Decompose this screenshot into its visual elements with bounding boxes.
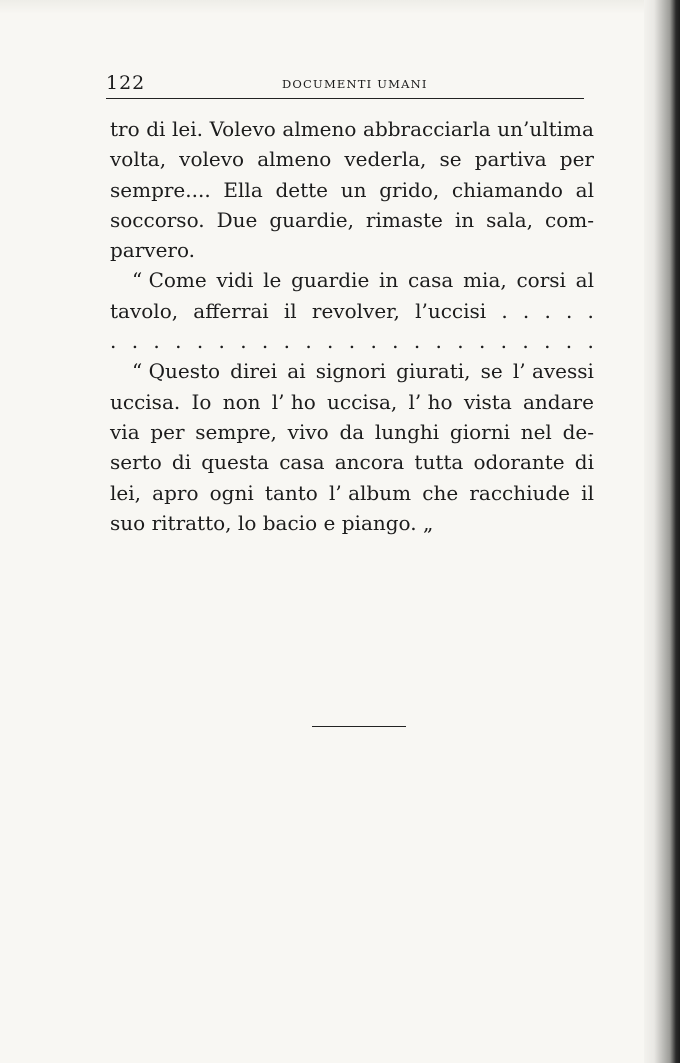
word: . bbox=[370, 329, 377, 354]
word: nel bbox=[520, 419, 552, 444]
word: ai bbox=[287, 359, 306, 384]
word: . bbox=[522, 298, 530, 323]
word: serto bbox=[110, 450, 162, 475]
word: . bbox=[218, 329, 225, 354]
word: l’ ho bbox=[408, 389, 453, 414]
text-line bbox=[110, 296, 594, 326]
word: . bbox=[500, 329, 508, 354]
word: . bbox=[478, 329, 486, 354]
word: . bbox=[175, 329, 182, 354]
word: Io bbox=[191, 389, 212, 414]
word: . bbox=[566, 298, 573, 323]
word: tro bbox=[110, 117, 140, 141]
word: . bbox=[544, 298, 551, 323]
word: Volevo bbox=[209, 117, 276, 141]
word: mia, bbox=[463, 268, 507, 293]
word: non bbox=[222, 389, 261, 414]
word: per bbox=[150, 419, 185, 444]
word: tanto bbox=[264, 480, 318, 505]
text-line bbox=[110, 326, 594, 356]
word: l’ album bbox=[329, 480, 412, 505]
word: di bbox=[171, 450, 192, 475]
word: il bbox=[283, 298, 297, 323]
word: com- bbox=[545, 207, 594, 232]
word: casa bbox=[408, 268, 454, 293]
text-line bbox=[110, 417, 594, 447]
word: . bbox=[544, 329, 551, 354]
word: giurati, bbox=[396, 359, 471, 384]
word: . bbox=[522, 329, 529, 354]
word: . bbox=[110, 329, 117, 354]
word: afferrai bbox=[193, 298, 269, 323]
word: grido, bbox=[379, 177, 440, 202]
word: . bbox=[413, 329, 421, 354]
word: lo bbox=[237, 510, 257, 535]
word: parvero. bbox=[110, 238, 196, 263]
word: signori bbox=[315, 359, 387, 384]
word: chiamando bbox=[451, 177, 563, 202]
word: il bbox=[581, 480, 594, 505]
word: casa bbox=[279, 450, 325, 475]
word: via bbox=[110, 419, 140, 444]
word: al bbox=[575, 177, 594, 202]
word: piango. „ bbox=[341, 510, 434, 535]
header-rule bbox=[106, 98, 584, 99]
word: da bbox=[339, 419, 365, 444]
word: . bbox=[587, 298, 594, 323]
word: che bbox=[422, 480, 459, 505]
word: un bbox=[340, 177, 367, 202]
word: lei, bbox=[110, 480, 141, 505]
word: almeno bbox=[257, 147, 332, 172]
body-text bbox=[110, 114, 594, 538]
word: guardie bbox=[291, 268, 370, 293]
word: di bbox=[574, 450, 594, 475]
word: sempre.... bbox=[110, 177, 211, 202]
word: Due bbox=[216, 207, 258, 232]
word: . bbox=[196, 329, 204, 354]
word: corsi bbox=[516, 268, 566, 293]
word: apro bbox=[152, 480, 199, 505]
word: racchiude bbox=[469, 480, 571, 505]
word: . bbox=[565, 329, 573, 354]
word: giorni bbox=[449, 419, 510, 444]
word: “ Come bbox=[132, 268, 207, 293]
word: l’ ho bbox=[271, 389, 316, 414]
word: guardie, bbox=[269, 207, 354, 232]
word: direi bbox=[230, 359, 278, 384]
text-line bbox=[110, 144, 594, 174]
word: partiva bbox=[474, 147, 547, 172]
text-line bbox=[110, 265, 594, 295]
word: al bbox=[575, 268, 594, 293]
word: . bbox=[392, 329, 399, 354]
word: rimaste bbox=[365, 207, 443, 232]
word: e bbox=[323, 510, 336, 535]
word: volevo bbox=[179, 147, 245, 172]
word: l’ avessi bbox=[512, 359, 594, 384]
page-header bbox=[106, 72, 584, 98]
word: uccisa, bbox=[327, 389, 398, 414]
word: soccorso. bbox=[110, 207, 205, 232]
word: in bbox=[379, 268, 399, 293]
word: di bbox=[146, 117, 166, 141]
word: tavolo, bbox=[110, 298, 179, 323]
text-line bbox=[110, 235, 594, 265]
text-line bbox=[110, 478, 594, 508]
word: . bbox=[501, 298, 508, 323]
word: se bbox=[480, 359, 503, 384]
word: sala, bbox=[486, 207, 534, 232]
word: almeno bbox=[282, 117, 357, 141]
word: . bbox=[587, 329, 594, 354]
word: lunghi bbox=[374, 419, 440, 444]
word: dette bbox=[275, 177, 329, 202]
word: . bbox=[131, 329, 139, 354]
word: . bbox=[327, 329, 334, 354]
word: questa bbox=[201, 450, 270, 475]
closing-rule bbox=[312, 726, 406, 727]
word: in bbox=[454, 207, 475, 232]
word: . bbox=[153, 329, 160, 354]
word: vivo bbox=[287, 419, 329, 444]
text-line bbox=[110, 387, 594, 417]
word: uccisa. bbox=[110, 389, 181, 414]
text-line bbox=[110, 447, 594, 477]
word: . bbox=[283, 329, 290, 354]
word: vidi bbox=[216, 268, 254, 293]
word: un’ultima bbox=[497, 117, 594, 141]
word: tutta bbox=[414, 450, 464, 475]
word: revolver, bbox=[311, 298, 400, 323]
word: vederla, bbox=[344, 147, 427, 172]
word: “ Questo bbox=[132, 359, 221, 384]
word: se bbox=[439, 147, 462, 172]
text-line bbox=[110, 205, 594, 235]
word: per bbox=[559, 147, 594, 172]
book-spine-shadow bbox=[644, 0, 680, 1063]
word: de- bbox=[562, 419, 594, 444]
word: ogni bbox=[209, 480, 254, 505]
word: . bbox=[261, 329, 269, 354]
word: Ella bbox=[223, 177, 263, 202]
running-title: DOCUMENTI UMANI bbox=[282, 77, 428, 91]
word: . bbox=[435, 329, 442, 354]
word: . bbox=[305, 329, 312, 354]
word: vista bbox=[463, 389, 512, 414]
text-line bbox=[110, 508, 594, 538]
word: ancora bbox=[334, 450, 405, 475]
word: suo bbox=[110, 510, 146, 535]
word: odorante bbox=[473, 450, 565, 475]
word: ritratto, bbox=[151, 510, 232, 535]
word: volta, bbox=[110, 147, 167, 172]
page-number: 122 bbox=[106, 72, 146, 94]
word: abbracciarla bbox=[363, 117, 491, 141]
word: sempre, bbox=[195, 419, 277, 444]
text-line bbox=[110, 114, 594, 144]
word: . bbox=[457, 329, 464, 354]
word: le bbox=[263, 268, 282, 293]
word: . bbox=[240, 329, 247, 354]
word: lei. bbox=[172, 117, 203, 141]
text-line bbox=[110, 356, 594, 386]
word: . bbox=[348, 329, 356, 354]
text-line bbox=[110, 175, 594, 205]
word: andare bbox=[523, 389, 594, 414]
word: l’uccisi bbox=[415, 298, 487, 323]
word: bacio bbox=[262, 510, 318, 535]
